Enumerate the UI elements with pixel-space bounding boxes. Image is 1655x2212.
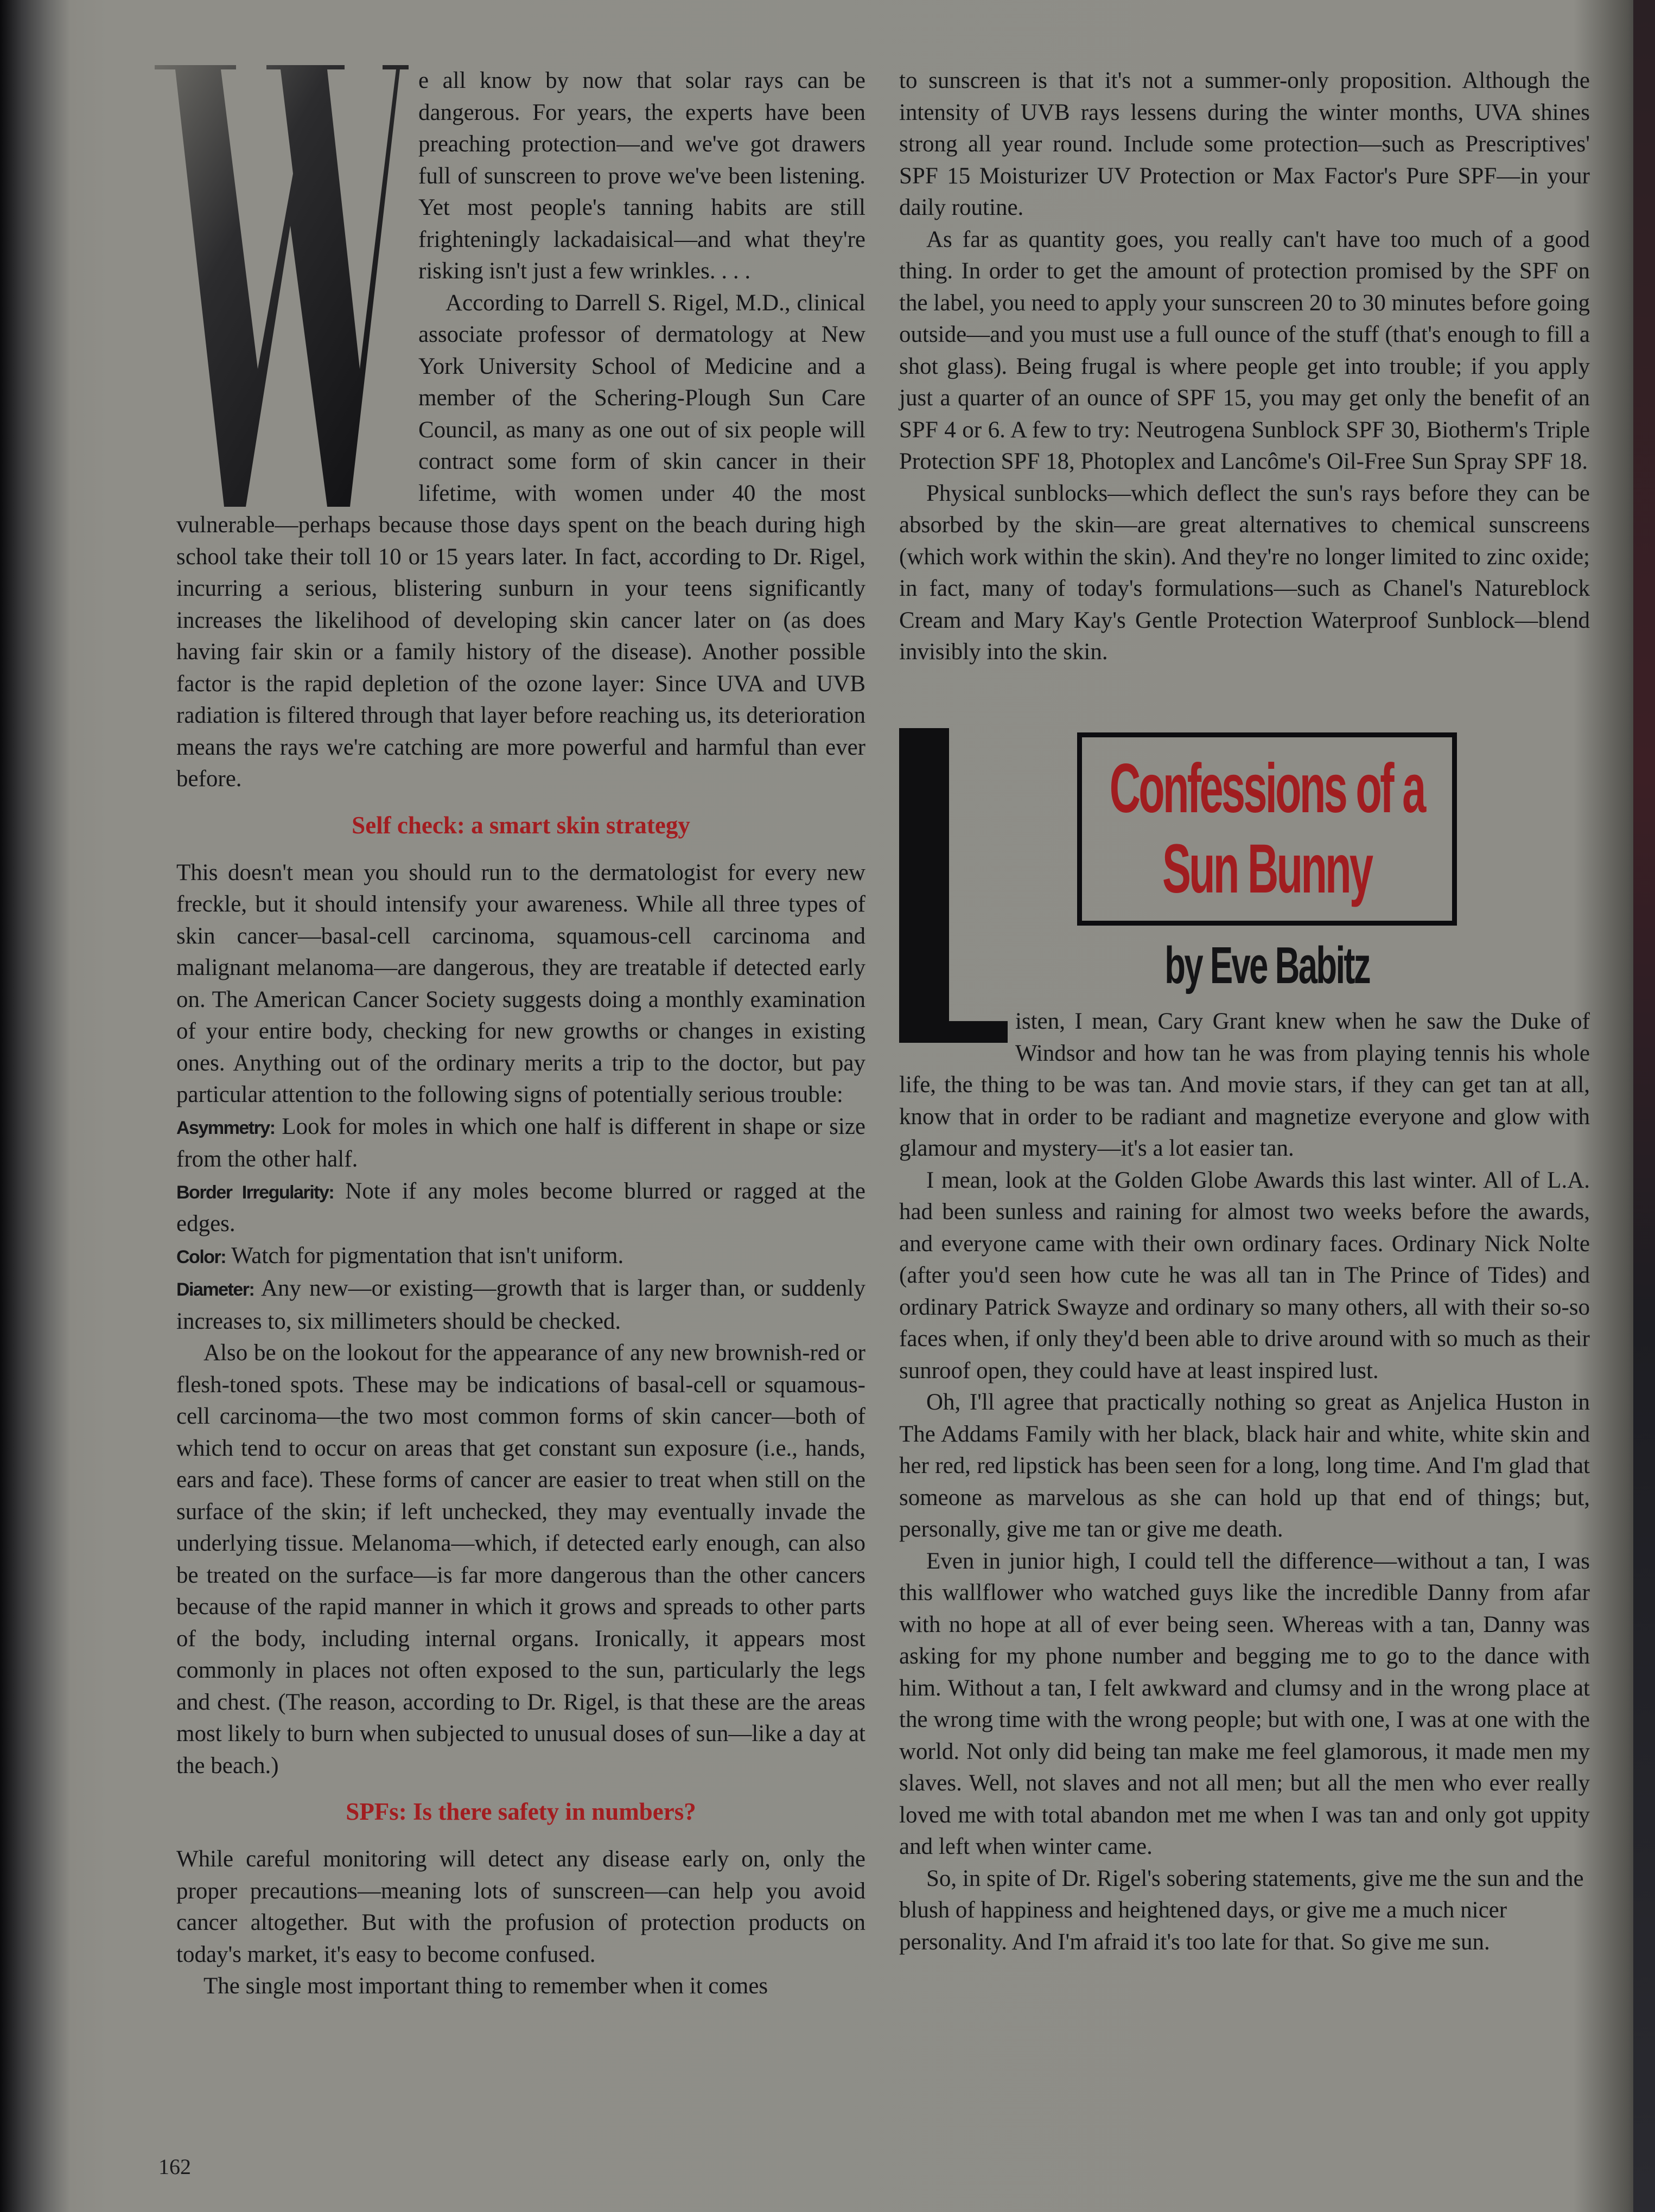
sidebar-essay (899, 728, 1590, 1958)
quantity-paragraph: As far as quantity goes, you really can't have too much of a good thing. In order to get the amount of protection promised by the SPF on the label, you need to apply your sunscreen 20 to 30 minutes before going outside—and you must use a full ounce of the stuff (that's enough to fill a shot glass). Being frugal is where people get into trouble; if you apply just a quarter of an ounce of SPF 15, you may get only the benefit of an SPF 4 or 6. A few to try: Neutrogena Sunblock SPF 30, Biotherm's Triple Protection SPF 18, Photoplex and Lancôme's Oil-Free Sun Spray SPF 18. (899, 226, 1590, 474)
checklist-border (176, 1176, 865, 1240)
byline-text: by Eve Babitz (1164, 936, 1370, 995)
lookout-paragraph: Also be on the lookout for the appearance of any new brownish-red or flesh-toned spots. These may be indications of basal-cell or squamous-cell carcinoma—the two most common forms of skin cancer—both of which tend to occur on areas that get constant sun exposure (i.e., hands, ears and face). These forms of cancer are easier to treat when still on the surface of the skin; if left unchecked, they may eventually invade the underlying tissue. Melanoma—which, if detected early enough, can also be treated on the surface—is far more dangerous than the other cancers because of the rapid manner in which it grows and spreads to other parts of the body, including internal organs. Ironically, it appears most commonly in places not often exposed to the sun, particularly the legs and chest. (The reason, according to Dr. Rigel, is that these are the areas most likely to burn when subjected to unusual doses of sun—like a day at the beach.) (176, 1340, 865, 1778)
intro-paragraph: e all know by now that solar rays can be dangerous. For years, the experts have been preaching protection—and we've got drawers full of sunscreen to prove we've been listening. Yet most people's tanning habits are still frighteningly lackadaisical—and what they're risking isn't just a few wrinkles. . . . (418, 68, 865, 284)
drop-cap-w-glyph (155, 65, 409, 507)
drop-cap-w (155, 65, 409, 507)
rigel-paragraph: According to Darrell S. Rigel, M.D., clinical associate professor of dermatology at New York University School of Medicine and a member of the Schering-Plough Sun Care Council, as many as one out of six people will contract some form of skin cancer in their lifetime, with women under 40 the most vulnerable—perhaps because those days spent on the beach during high school take their toll 10 or 15 years later. In fact, according to Dr. Rigel, incurring a serious, blistering sunburn in your teens significantly increases the likelihood of developing skin cancer later on (as does having fair skin or a family history of the disease). Another possible factor is the rapid depletion of the ozone layer: Since UVA and UVB radiation is filtered through that layer before reaching us, its deterioration means the rays we're catching are more powerful and harmful than ever before. (176, 290, 865, 792)
sunscreen-year-round-paragraph: to sunscreen is that it's not a summer-only proposition. Although the intensity of UVB rays lessens during the winter months, UVA shines strong all year round. Include some protection—such as Prescriptives' SPF 15 Moisturizer UV Protection or Max Factor's Pure SPF—in your daily routine. (899, 68, 1590, 220)
drop-cap-l-glyph (899, 728, 1008, 1043)
spf-intro-paragraph: While careful monitoring will detect any disease early on, only the proper precautions—meaning lots of sunscreen—can help you avoid cancer altogether. But with the profusion of protection products on today's market, it's easy to become confused. (176, 1846, 865, 1967)
essay-paragraph: isten, I mean, Cary Grant knew when he saw the Duke of Windsor and how tan he was from playing tennis his whole life, the thing to be was tan. And movie stars, if they can get tan at all, know that in order to be radiant and magnetize everyone and glow with glamour and mystery—it's a lot easier tan. (899, 1009, 1590, 1161)
sidebar-title-line2: Sun Bunny (1162, 830, 1372, 908)
left-column (176, 65, 865, 2003)
physical-sunblocks-paragraph: Physical sunblocks—which deflect the sun's rays before they can be absorbed by the skin—are great alternatives to chemical sunscreens (which work within the skin). And they're no longer limited to zinc oxide; in fact, many of today's formulations—such as Chanel's Natureblock Cream and Mary Kay's Gentle Protection Waterproof Sunblock—blend invisibly into the skin. (899, 480, 1590, 665)
essay-paragraph: Oh, I'll agree that practically nothing so great as Anjelica Huston in The Addams Family with her black, black hair and white, white skin and her red, red lipstick has been seen for a long, long time. And I'm glad that someone as marvelous as she can hold up that end of things; but, personally, give me tan or give me death. (899, 1389, 1590, 1542)
self-check-intro: This doesn't mean you should run to the dermatologist for every new freckle, but it should intensify your awareness. While all three types of skin cancer—basal-cell carcinoma, squamous-cell carcinoma and malignant melanoma—are dangerous, they are treatable if detected early on. The American Cancer Society suggests doing a monthly examination of your entire body, checking for new growths or changes in existing ones. Anything out of the ordinary merits a trip to the doctor, but pay particular attention to the following signs of potentially serious trouble: (176, 859, 865, 1107)
checklist-text: Look for moles in which one half is different in shape or size from the other half. (176, 1113, 865, 1172)
essay-paragraph: Even in junior high, I could tell the difference—without a tan, I was this wallflower who watched guys like the incredible Danny from afar with no hope at all of ever being seen. Whereas with a tan, Danny was asking for my phone number and begging me to go to the dance with him. Without a tan, I felt awkward and clumsy and in the wrong place at the wrong time with the wrong people; but with one, I was at one with the world. Not only did being tan make me feel glamorous, it made men my slaves. Well, not slaves and not all men; but all the men who ever really loved me with total abandon met me when I was tan and only got uppity and left when winter came. (899, 1548, 1590, 1859)
checklist-asymmetry (176, 1111, 865, 1176)
checklist-label: Color: (176, 1246, 226, 1267)
sidebar-title-line1: Confessions of a (1110, 750, 1424, 827)
checklist-diameter (176, 1273, 865, 1337)
section-heading-spf: SPFs: Is there safety in numbers? (346, 1798, 696, 1825)
checklist-text: Watch for pigmentation that isn't uniform. (226, 1242, 624, 1268)
drop-cap-l (899, 728, 1008, 1043)
checklist-label: Diameter: (176, 1279, 254, 1300)
essay-paragraph: I mean, look at the Golden Globe Awards this last winter. All of L.A. had been sunless and raining for almost two weeks before the awards, and everyone came with their own ordinary faces. Ordinary Nick Nolte (after you'd seen how cute he was all tan in The Prince of Tides) and ordinary Patrick Swayze and ordinary so many others, all with their so-so faces when, if only they'd been able to drive around with so much as their sunroof open, they could have at least inspired lust. (899, 1167, 1590, 1384)
checklist-text: Note if any moles become blurred or ragged at the edges. (176, 1178, 865, 1236)
page-number: 162 (158, 2154, 191, 2179)
essay-paragraph: So, in spite of Dr. Rigel's sobering statements, give me the sun and the blush of happiness and heightened days, or give me a much nicer personality. And I'm afraid it's too late for that. So give me sun. (899, 1865, 1584, 1955)
section-heading-self-check: Self check: a smart skin strategy (352, 811, 690, 839)
checklist-text: Any new—or existing—growth that is larger than, or suddenly increases to, six millimeters should be checked. (176, 1276, 865, 1334)
adjacent-page-edge (1633, 0, 1655, 2212)
checklist-label: Asymmetry: (176, 1117, 275, 1138)
right-column-top (899, 65, 1590, 668)
checklist-color (176, 1240, 865, 1273)
checklist-label: Border Irregularity: (176, 1182, 334, 1203)
spf-continued-paragraph: The single most important thing to remember when it comes (203, 1973, 768, 1999)
